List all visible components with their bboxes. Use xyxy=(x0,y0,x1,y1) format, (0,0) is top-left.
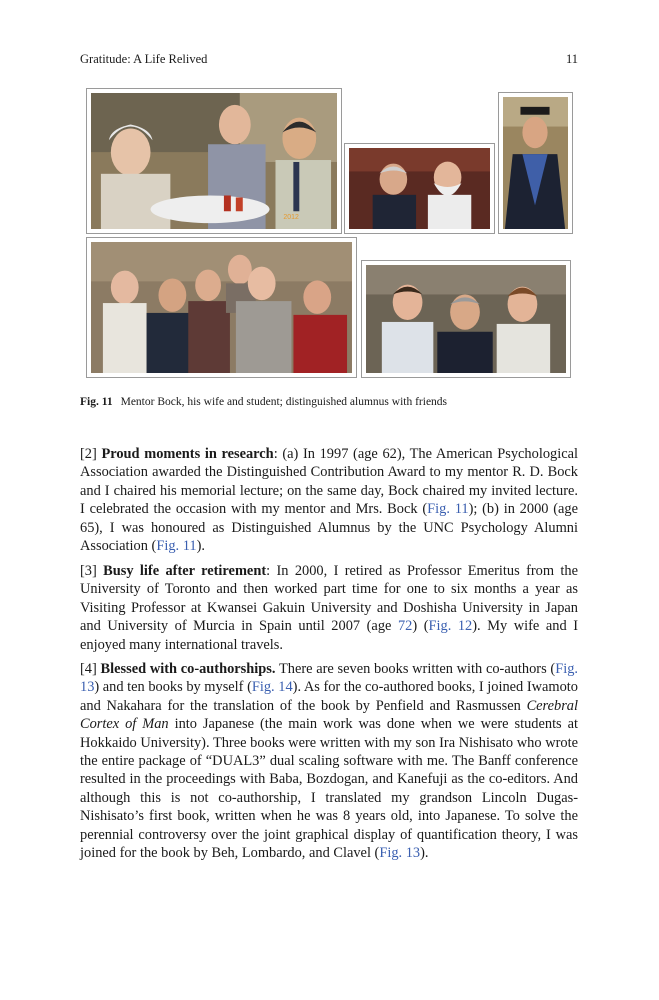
photo-group-six-men xyxy=(86,237,357,378)
paragraph-text: ) ( xyxy=(412,618,429,635)
paragraph-heading: Busy life after retirement xyxy=(103,563,267,579)
figure-caption-text: Mentor Bock, his wife and student; distinguished alumnus with friends xyxy=(120,396,448,408)
photo-bock-wife-student-table xyxy=(86,88,342,234)
paragraph-text: ); (b) in 2000 (age 65), I was honoured as Distinguished Alumnus by the UNC Psychology Alumni Association ( xyxy=(80,501,578,555)
paragraph-heading: Proud moments in research xyxy=(101,446,274,462)
paragraph-co-authorships xyxy=(80,660,578,862)
photo-date-stamp: 2012 xyxy=(283,214,299,222)
figure-caption xyxy=(80,396,447,408)
figure-link[interactable]: Fig. 11 xyxy=(427,501,469,518)
figure-link[interactable]: Fig. 14 xyxy=(251,679,293,696)
paragraph-text: ). As for the co-authored books, I joined Iwamoto and Nakahara for the translation of the book by Penfield and Rasmussen xyxy=(80,679,579,714)
paragraph-number: [3] xyxy=(80,563,104,579)
paragraph-proud-moments xyxy=(80,445,578,555)
paragraph-text: ) and ten books by myself ( xyxy=(94,679,252,696)
figure-link[interactable]: Fig. 13 xyxy=(379,845,421,862)
photo-three-men xyxy=(361,260,571,378)
paragraph-busy-life xyxy=(80,562,578,654)
paragraph-text: : In 2000, I retired as Professor Emeritus from the University of Toronto and then worked part time for one to six months a year as Visiting Professor at Kwansei Gakuin University and Doshisha University in Japan and University of Murcia in Spain until 2007 (age xyxy=(80,563,578,635)
paragraph-text: There are seven books written with co-authors ( xyxy=(275,661,556,677)
figure-link[interactable]: Fig. 11 xyxy=(156,538,197,555)
paragraph-text: into Japanese (the main work was done when we were students at Hokkaido University). Three books were written with my son Ira Nishisato who wrote the entire package of “DUAL3” dual scaling software with me. The Banff conference resulted in the proceedings with Baba, Bozdogan, and Kanefuji as the co-editors. And although this is not co-authorship, I translated my grandson Lincoln Dugas-Nishisato’s first book, written when he was 8 years old, into Japanese. To solve the perennial controversy over the joint graphical display of quantification theory, I was joined for the book by Beh, Lombardo, and Clavel ( xyxy=(80,716,578,862)
book-title: Cerebral Cortex of Man xyxy=(80,697,578,733)
paragraph-heading: Blessed with co-authorships. xyxy=(100,661,276,677)
paragraph-number: [4] xyxy=(80,661,101,677)
photo-two-men-portrait xyxy=(344,143,495,234)
page-number: 11 xyxy=(566,52,579,66)
paragraph-text: : (a) In 1997 (age 62), The American Psychological Association awarded the Distinguished Contribution Award to my mentor R. D. Bock and I chaired his memorial lecture; on the same day, Bock chaired my invited lecture. I celebrated the occasion with my mentor and Mrs. Bock ( xyxy=(80,446,578,518)
figure-link[interactable]: Fig. 13 xyxy=(80,661,578,696)
photo-academic-gown xyxy=(498,92,573,234)
paragraph-text: ). xyxy=(420,845,429,862)
figure-label: Fig. 11 xyxy=(80,396,113,408)
paragraph-number: [2] xyxy=(80,446,102,462)
paragraph-text: ). xyxy=(196,538,205,555)
reference-link[interactable]: 72 xyxy=(397,618,413,635)
paragraph-text: ). My wife and I enjoyed many international travels. xyxy=(80,618,578,653)
running-title: Gratitude: A Life Relived xyxy=(80,52,208,66)
figure-link[interactable]: Fig. 12 xyxy=(428,618,473,635)
